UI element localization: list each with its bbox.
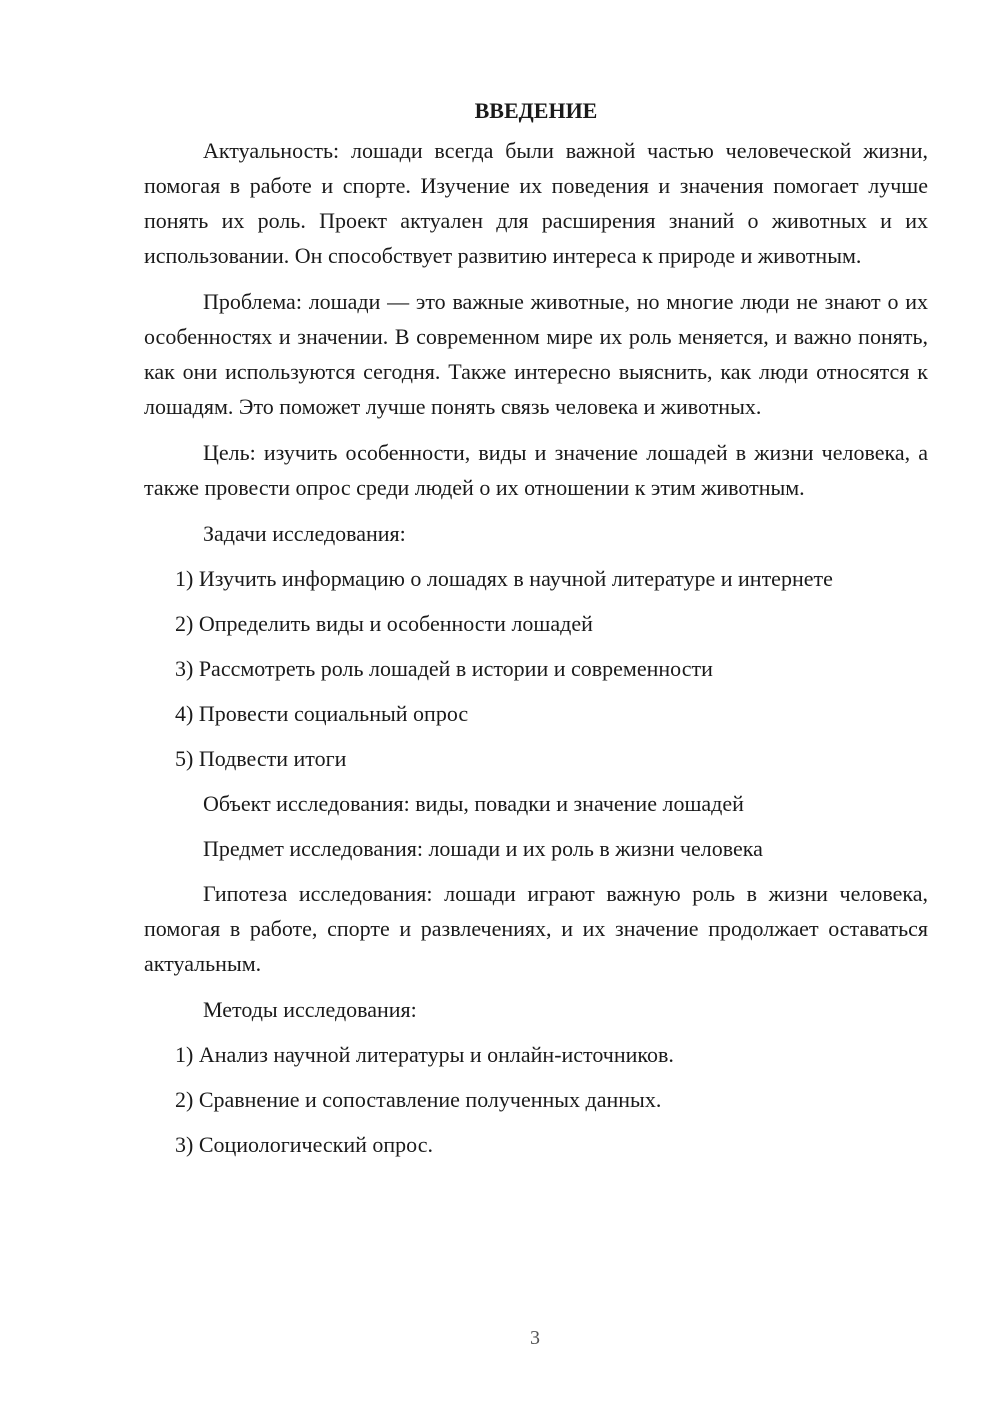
tasks-heading: Задачи исследования: (203, 521, 406, 546)
task-item: 3) Рассмотреть роль лошадей в истории и современности (175, 656, 713, 681)
task-item: 5) Подвести итоги (175, 746, 347, 771)
research-subject: Предмет исследования: лошади и их роль в жизни человека (203, 836, 763, 861)
research-object: Объект исследования: виды, повадки и значение лошадей (203, 791, 744, 816)
task-item: 2) Определить виды и особенности лошадей (175, 611, 593, 636)
problem-paragraph: Проблема: лошади — это важные животные, но многие люди не знают о их особенностях и значении. В современном мире их роль меняется, и важно понять, как они используются сегодня. Также интересно выяснить, как люди относятся к лошадям. Это поможет лучше понять связь человека и животных. (144, 289, 928, 419)
relevance-paragraph: Актуальность: лошади всегда были важной частью человеческой жизни, помогая в работе и спорте. Изучение их поведения и значения помогает лучше понять их роль. Проект актуален для расширения знаний о животных и их использовании. Он способствует развитию интереса к природе и животным. (144, 138, 928, 268)
method-item: 3) Социологический опрос. (175, 1132, 433, 1157)
method-item: 1) Анализ научной литературы и онлайн-источников. (175, 1042, 674, 1067)
hypothesis-paragraph: Гипотеза исследования: лошади играют важную роль в жизни человека, помогая в работе, спорте и развлечениях, и их значение продолжает оставаться актуальным. (144, 881, 928, 976)
task-item: 4) Провести социальный опрос (175, 701, 469, 726)
methods-heading: Методы исследования: (203, 997, 417, 1022)
document-page (144, 93, 928, 1172)
method-item: 2) Сравнение и сопоставление полученных данных. (175, 1087, 662, 1112)
task-item: 1) Изучить информацию о лошадях в научной литературе и интернете (175, 566, 833, 591)
page-number: 3 (530, 1327, 540, 1349)
goal-paragraph: Цель: изучить особенности, виды и значение лошадей в жизни человека, а также провести опрос среди людей о их отношении к этим животным. (144, 440, 928, 500)
page-title: ВВЕДЕНИЕ (474, 98, 598, 123)
